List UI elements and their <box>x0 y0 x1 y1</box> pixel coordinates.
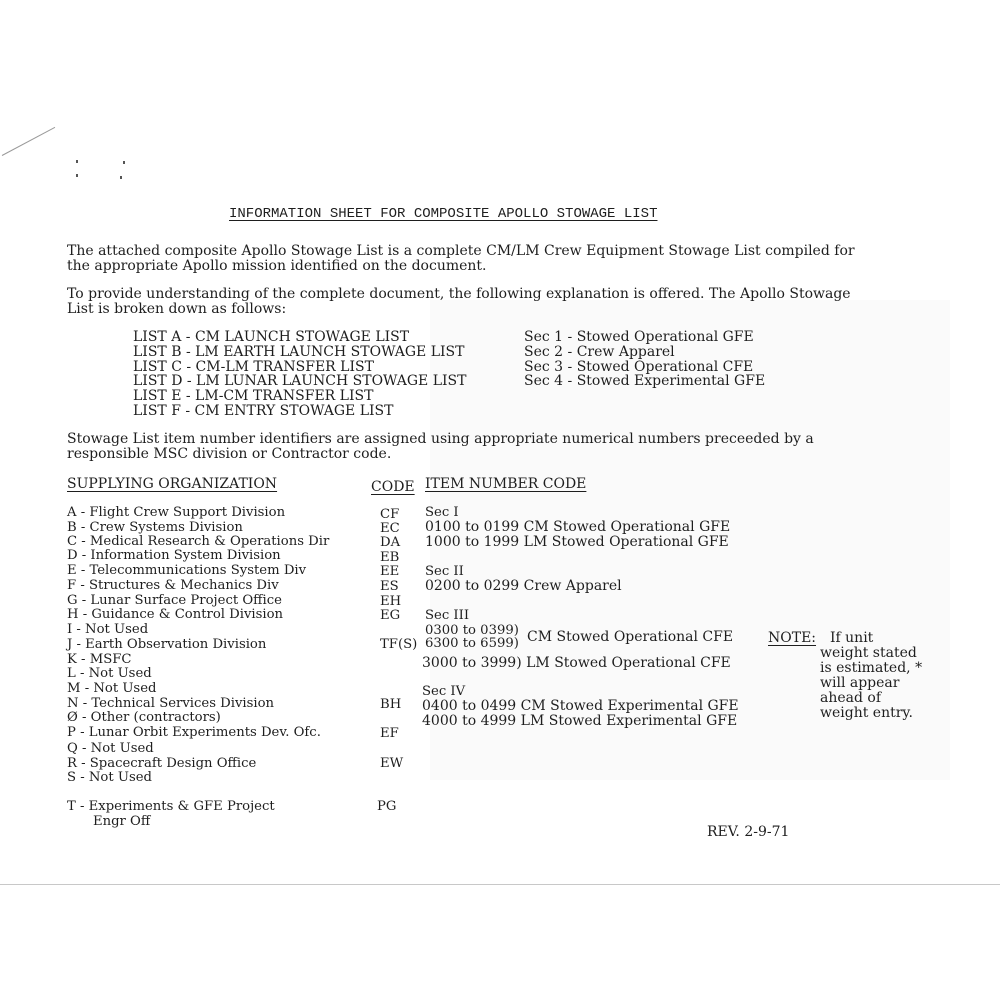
organization-name: S - Not Used <box>67 770 152 785</box>
organization-name: P - Lunar Orbit Experiments Dev. Ofc. <box>67 725 321 740</box>
note-text: ahead of <box>820 690 882 706</box>
organization-code: ES <box>380 579 399 594</box>
organization-name: D - Information System Division <box>67 548 281 563</box>
organization-name: H - Guidance & Control Division <box>67 607 284 622</box>
organization-name: Q - Not Used <box>67 741 154 756</box>
organization-name: A - Flight Crew Support Division <box>67 505 286 520</box>
list-item: LIST C - CM-LM TRANSFER LIST <box>133 359 374 375</box>
note-text: is estimated, * <box>820 660 923 676</box>
note-text: will appear <box>820 675 900 691</box>
note-text: If unit <box>830 630 874 646</box>
organization-code: DA <box>380 535 401 550</box>
intro-line: the appropriate Apollo mission identified on the document. <box>67 258 487 274</box>
section-label: Sec I <box>425 505 459 520</box>
list-item: LIST A - CM LAUNCH STOWAGE LIST <box>133 329 410 345</box>
organization-name: R - Spacecraft Design Office <box>67 756 257 771</box>
organization-code: TF(S) <box>380 637 418 652</box>
scan-tick <box>120 176 122 179</box>
organization-name: E - Telecommunications System Div <box>67 563 307 578</box>
scan-mark <box>2 127 55 156</box>
item-code-description: CM Stowed Operational CFE <box>527 629 734 645</box>
item-code-range: 0100 to 0199 CM Stowed Operational GFE <box>425 519 731 535</box>
section-label: Sec II <box>425 564 464 579</box>
organization-code: EB <box>380 550 400 565</box>
document-title: INFORMATION SHEET FOR COMPOSITE APOLLO STOWAGE LIST <box>229 206 658 222</box>
section-label: Sec III <box>425 608 470 623</box>
organization-code: PG <box>377 799 397 814</box>
note-text: weight entry. <box>820 705 913 721</box>
section-item: Sec 4 - Stowed Experimental GFE <box>524 373 766 389</box>
list-item: LIST B - LM EARTH LAUNCH STOWAGE LIST <box>133 344 465 360</box>
scan-tick <box>76 160 78 163</box>
organization-name: F - Structures & Mechanics Div <box>67 578 279 593</box>
scan-tick <box>76 174 78 177</box>
item-code-range: 0400 to 0499 CM Stowed Experimental GFE <box>422 698 739 714</box>
identifiers-line: Stowage List item number identifiers are assigned using appropriate numerical numbers preceeded by a <box>67 431 814 447</box>
revision-date: REV. 2-9-71 <box>707 824 790 840</box>
item-code-range: 4000 to 4999 LM Stowed Experimental GFE <box>422 713 738 729</box>
section-item: Sec 3 - Stowed Operational CFE <box>524 359 754 375</box>
organization-name: K - MSFC <box>67 652 132 667</box>
item-code-range: 0300 to 0399) <box>425 623 519 638</box>
item-code-range: 0200 to 0299 Crew Apparel <box>425 578 622 594</box>
organization-name-continued: Engr Off <box>93 814 151 829</box>
section-item: Sec 1 - Stowed Operational GFE <box>524 329 754 345</box>
section-item: Sec 2 - Crew Apparel <box>524 344 675 360</box>
organization-name: M - Not Used <box>67 681 157 696</box>
organization-name: N - Technical Services Division <box>67 696 275 711</box>
organization-code: EC <box>380 521 400 536</box>
note-text: weight stated <box>820 645 917 661</box>
scan-tick <box>123 161 125 164</box>
list-item: LIST E - LM-CM TRANSFER LIST <box>133 388 374 404</box>
note-label: NOTE: <box>768 630 817 646</box>
organization-name: B - Crew Systems Division <box>67 520 243 535</box>
organization-code: EE <box>380 564 400 579</box>
page-edge <box>0 884 1000 885</box>
organization-code: EW <box>380 756 404 771</box>
organization-code: BH <box>380 697 402 712</box>
organization-name: J - Earth Observation Division <box>67 637 267 652</box>
explanation-line: List is broken down as follows: <box>67 301 287 317</box>
organization-code: EG <box>380 608 401 623</box>
section-label: Sec IV <box>422 684 466 699</box>
organization-name: L - Not Used <box>67 666 152 681</box>
organization-name: T - Experiments & GFE Project <box>67 799 275 814</box>
organization-name: C - Medical Research & Operations Dir <box>67 534 330 549</box>
list-item: LIST F - CM ENTRY STOWAGE LIST <box>133 403 394 419</box>
organization-name: I - Not Used <box>67 622 149 637</box>
explanation-line: To provide understanding of the complete document, the following explanation is offered. The Apollo Stowage <box>67 286 851 302</box>
header-code: CODE <box>371 479 415 495</box>
item-code-range: 3000 to 3999) LM Stowed Operational CFE <box>422 655 731 671</box>
item-code-range: 1000 to 1999 LM Stowed Operational GFE <box>425 534 729 550</box>
organization-name: Ø - Other (contractors) <box>67 710 221 725</box>
header-item-number-code: ITEM NUMBER CODE <box>425 476 587 492</box>
organization-code: CF <box>380 507 400 522</box>
intro-line: The attached composite Apollo Stowage List is a complete CM/LM Crew Equipment Stowage List compiled for <box>67 243 855 259</box>
organization-code: EH <box>380 594 402 609</box>
header-supplying-organization: SUPPLYING ORGANIZATION <box>67 476 278 492</box>
identifiers-line: responsible MSC division or Contractor code. <box>67 446 392 462</box>
organization-name: G - Lunar Surface Project Office <box>67 593 282 608</box>
item-code-range: 6300 to 6599) <box>425 636 519 651</box>
list-item: LIST D - LM LUNAR LAUNCH STOWAGE LIST <box>133 373 467 389</box>
organization-code: EF <box>380 726 399 741</box>
